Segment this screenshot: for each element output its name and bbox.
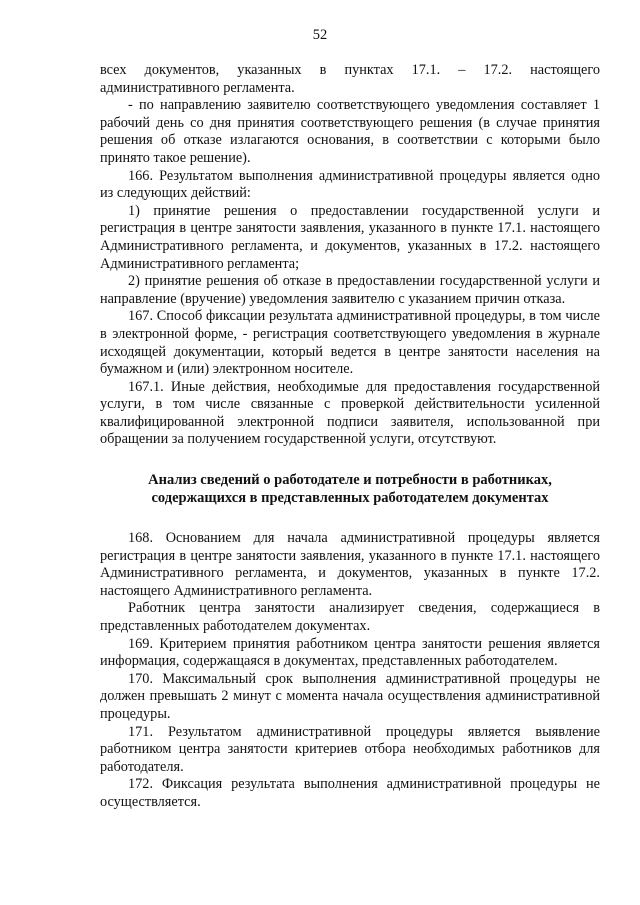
paragraph: 168. Основанием для начала административной процедуры является регистрация в центре занятости заявления, указанного в пункте 17.1. настоящего Административного регламента, и документов, указанных в пункте 17.2. настоящего Административного регламента. [100, 530, 600, 599]
paragraph: 169. Критерием принятия работником центра занятости решения является информация, содержащаяся в документах, представленных работодателем. [100, 635, 600, 670]
paragraph: 167. Способ фиксации результата административной процедуры, в том числе в электронной форме, - регистрация соответствующего уведомления в журнале исходящей документации, который ведется в центре занятости населения на бумажном и (или) электронном носителе. [100, 308, 600, 378]
paragraph: 172. Фиксация результата выполнения административной процедуры не осуществляется. [100, 776, 600, 810]
section-heading: Анализ сведений о работодателе и потребности в работниках, содержащихся в представленных работодателем документах [148, 472, 552, 507]
paragraph: Работник центра занятости анализирует сведения, содержащиеся в представленных работодателем документах. [100, 600, 600, 635]
paragraph: 166. Результатом выполнения административной процедуры является одно из следующих действий: [100, 167, 600, 202]
paragraph: 171. Результатом административной процедуры является выявление работником центра занятости критериев отбора необходимых работников для работодателя. [100, 723, 600, 775]
list-item: 2) принятие решения об отказе в предоставлении государственной услуги и направление (вручение) уведомления заявителю с указанием причин отказа. [100, 273, 600, 307]
list-item: 1) принятие решения о предоставлении государственной услуги и регистрация в центре занятости заявления, указанного в пункте 17.1. настоящего Административного регламента, и документов, указанных в 17.2. настоящего Административного регламента; [100, 202, 600, 272]
paragraph: всех документов, указанных в пунктах 17.1. – 17.2. настоящего административного регламента. [100, 62, 600, 96]
page-number: 52 [312, 27, 328, 43]
paragraph: - по направлению заявителю соответствующего уведомления составляет 1 рабочий день со дня принятия соответствующего решения (в случае принятия решения об отказе излагаются основания, в соответствии с которыми было принято такое решение). [100, 97, 600, 166]
document-body [100, 62, 600, 812]
paragraph: 170. Максимальный срок выполнения административной процедуры не должен превышать 2 минут с момента начала осуществления административной процедуры. [100, 670, 600, 722]
paragraph: 167.1. Иные действия, необходимые для предоставления государственной услуги, в том числе связанные с проверкой действительности усиленной квалифицированной электронной подписи заявителя, использованной при обращении за получением государственной услуги, отсутствуют. [100, 378, 600, 448]
